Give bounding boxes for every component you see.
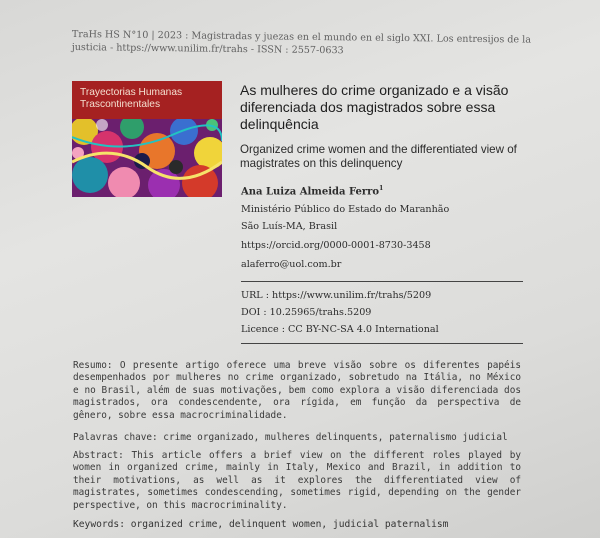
article-title-block [240,82,540,171]
cover-image [72,81,222,197]
url-link[interactable]: URL : https://www.unilim.fr/trahs/5209 [241,290,432,301]
article-title-en: Organized crime women and the differentiated view of magistrates on this delinquency [240,143,517,170]
author-footnote-marker: 1 [379,185,384,192]
author-email-link[interactable]: alaferro@uol.com.br [241,259,342,270]
author-location: São Luís-MA, Brasil [241,221,338,232]
palavras-chave: Palavras chave: crime organizado, mulheres delinquents, paternalismo judicial [73,432,508,443]
divider-top [241,281,523,282]
licence-text: Licence : CC BY-NC-SA 4.0 International [241,324,439,335]
doi-link[interactable]: DOI : 10.25965/trahs.5209 [241,307,372,318]
cover-title-line-2: Trascontinentales [80,99,161,110]
keywords-en: Keywords: organized crime, delinquent women, judicial paternalism [73,519,449,530]
author-orcid-link[interactable]: https://orcid.org/0000-0001-8730-3458 [241,240,431,251]
author-name: Ana Luiza Almeida Ferro [241,186,380,198]
divider-bottom [241,343,523,344]
resumo-paragraph: Resumo: O presente artigo oferece uma breve visão sobre os diferentes papéis desempenhados por mulheres no crime organizado, sobretudo na Itália, no México e no Brasil, além de suas motivações, bem como explora a visão diferenciada dos magistrados, ora condescendente, ora rígida, em função da perspectiva de gênero, sobre essa macrocriminalidade. [73,360,521,421]
cover-artwork [72,117,222,197]
journal-header: TraHs HS N°10 | 2023 : Magistradas y juezas en el mundo en el siglo XXI. Los entresijos de la justicia - https://www.unilim.fr/trahs - ISSN : 2557-0633 [71,28,532,57]
author-name-line [241,185,383,197]
abstract-en-paragraph: Abstract: This article offers a brief view on the different roles played by women in organized crime, mainly in Italy, Mexico and Brazil, in addition to their motivations, as well as it explores the differentiated view of magistrates, sometimes condescending, sometimes rigid, depending on the gender perspective, on this macrocriminality. [73,450,521,511]
article-title-pt: As mulheres do crime organizado e a visão diferenciada dos magistrados sobre essa delinquência [240,82,509,132]
cover-series-title [80,87,182,111]
author-affiliation: Ministério Público do Estado do Maranhão [241,204,450,215]
cover-title-line-1: Trayectorias Humanas [80,87,183,98]
